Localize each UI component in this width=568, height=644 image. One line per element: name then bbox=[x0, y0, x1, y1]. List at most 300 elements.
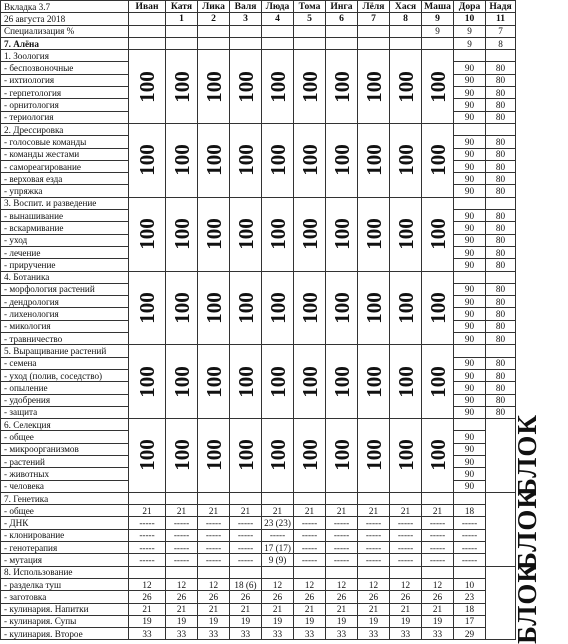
dora-value: 90 bbox=[454, 320, 486, 332]
empty-cell bbox=[262, 492, 294, 504]
number-header: 3 bbox=[230, 13, 262, 25]
section-item-label: - лечение bbox=[1, 246, 129, 258]
usage-value: 21 bbox=[198, 603, 230, 615]
usage-value: 19 bbox=[422, 615, 454, 627]
number-header: 6 bbox=[326, 13, 358, 25]
specialization-value bbox=[294, 25, 326, 37]
score-value: 100 bbox=[329, 365, 354, 398]
section-item-label: - голосовые команды bbox=[1, 136, 129, 148]
number-header: 9 bbox=[422, 13, 454, 25]
usage-value: 33 bbox=[390, 628, 422, 640]
score-value: 100 bbox=[201, 292, 226, 324]
usage-value: 21 bbox=[129, 603, 166, 615]
section-item-label: - морфология растений bbox=[1, 283, 129, 295]
number-header bbox=[129, 13, 166, 25]
genetics-value: ----- bbox=[230, 542, 262, 554]
dora-value: 90 bbox=[454, 394, 486, 406]
score-value: 100 bbox=[265, 439, 290, 472]
section-item-label: - териология bbox=[1, 111, 129, 123]
genetics-value: ----- bbox=[129, 542, 166, 554]
score-cell bbox=[326, 197, 358, 271]
score-value: 100 bbox=[393, 439, 418, 472]
name-header: Валя bbox=[230, 1, 262, 13]
score-cell bbox=[390, 271, 422, 345]
usage-value: 23 bbox=[454, 591, 486, 603]
specialization-value bbox=[262, 25, 294, 37]
specialization-label: Специализация % bbox=[1, 25, 129, 37]
usage-title-row bbox=[1, 566, 516, 578]
name-header: Дора bbox=[454, 1, 486, 13]
genetics-value: ----- bbox=[326, 554, 358, 566]
score-value: 100 bbox=[169, 144, 194, 177]
score-cell bbox=[294, 271, 326, 345]
specialization-value bbox=[230, 25, 262, 37]
dora-value: 90 bbox=[454, 111, 486, 123]
genetics-value: 17 (17) bbox=[262, 542, 294, 554]
usage-value: 26 bbox=[390, 591, 422, 603]
alena-value bbox=[129, 37, 166, 49]
score-value: 100 bbox=[361, 144, 386, 177]
nadya-value: 80 bbox=[486, 333, 516, 345]
score-value: 100 bbox=[393, 218, 418, 250]
block-label: БЛОК bbox=[511, 414, 542, 497]
score-cell bbox=[326, 271, 358, 345]
empty-cell bbox=[230, 492, 262, 504]
section-item-label: - упряжка bbox=[1, 185, 129, 197]
usage-value: 21 bbox=[358, 603, 390, 615]
usage-value: 19 bbox=[390, 615, 422, 627]
genetics-value: 23 (23) bbox=[262, 517, 294, 529]
genetics-value: ----- bbox=[166, 542, 198, 554]
nadya-empty bbox=[486, 123, 516, 135]
usage-value: 21 bbox=[262, 603, 294, 615]
usage-value: 18 bbox=[454, 603, 486, 615]
dora-value: 90 bbox=[454, 87, 486, 99]
dora-value: 90 bbox=[454, 431, 486, 443]
usage-value: 19 bbox=[358, 615, 390, 627]
section-title: 4. Ботаника bbox=[1, 271, 129, 283]
genetics-row-label: - клонирование bbox=[1, 529, 129, 541]
usage-value: 12 bbox=[262, 578, 294, 590]
score-value: 100 bbox=[169, 292, 194, 324]
number-header: 8 bbox=[390, 13, 422, 25]
genetics-value: 21 bbox=[166, 505, 198, 517]
score-cell bbox=[230, 50, 262, 124]
score-value: 100 bbox=[233, 439, 258, 472]
genetics-title-row bbox=[1, 492, 516, 504]
score-cell bbox=[166, 197, 198, 271]
specialization-value bbox=[326, 25, 358, 37]
genetics-value: ----- bbox=[129, 517, 166, 529]
score-value: 100 bbox=[233, 292, 258, 324]
genetics-value: ----- bbox=[326, 517, 358, 529]
score-cell bbox=[262, 123, 294, 197]
nadya-value: 80 bbox=[486, 173, 516, 185]
dora-value: 90 bbox=[454, 173, 486, 185]
usage-value: 12 bbox=[358, 578, 390, 590]
block-label-cell bbox=[486, 562, 542, 644]
score-cell bbox=[262, 50, 294, 124]
usage-value: 19 bbox=[326, 615, 358, 627]
score-cell bbox=[198, 123, 230, 197]
genetics-value: ----- bbox=[422, 517, 454, 529]
section-title-row bbox=[1, 197, 516, 209]
dora-value: 90 bbox=[454, 160, 486, 172]
genetics-value: ----- bbox=[166, 517, 198, 529]
usage-title: 8. Использование bbox=[1, 566, 129, 578]
usage-value: 33 bbox=[198, 628, 230, 640]
score-value: 100 bbox=[297, 439, 322, 472]
section-item-label: - человека bbox=[1, 480, 129, 492]
score-cell bbox=[129, 345, 166, 419]
score-value: 100 bbox=[135, 70, 159, 103]
score-value: 100 bbox=[265, 144, 290, 177]
dora-value: 90 bbox=[454, 74, 486, 86]
score-value: 100 bbox=[169, 365, 194, 398]
specialization-value bbox=[166, 25, 198, 37]
score-value: 100 bbox=[425, 292, 450, 324]
genetics-row-label: - общее bbox=[1, 505, 129, 517]
genetics-value: ----- bbox=[326, 542, 358, 554]
empty-cell bbox=[422, 492, 454, 504]
score-cell bbox=[129, 271, 166, 345]
genetics-row bbox=[1, 517, 516, 529]
score-cell bbox=[294, 197, 326, 271]
score-cell bbox=[326, 419, 358, 493]
usage-value: 21 bbox=[390, 603, 422, 615]
section-item-label: - уход bbox=[1, 234, 129, 246]
block-label: БЛОК bbox=[511, 562, 542, 644]
number-header: 5 bbox=[294, 13, 326, 25]
score-value: 100 bbox=[233, 365, 258, 398]
empty-cell bbox=[166, 566, 198, 578]
score-cell bbox=[129, 197, 166, 271]
genetics-value: 21 bbox=[326, 505, 358, 517]
nadya-value: 80 bbox=[486, 283, 516, 295]
score-cell bbox=[422, 197, 454, 271]
nadya-value: 80 bbox=[486, 222, 516, 234]
usage-value: 19 bbox=[294, 615, 326, 627]
score-value: 100 bbox=[201, 218, 226, 250]
usage-value: 21 bbox=[326, 603, 358, 615]
nadya-empty bbox=[486, 345, 516, 357]
usage-value: 33 bbox=[294, 628, 326, 640]
dora-value: 90 bbox=[454, 443, 486, 455]
nadya-value: 80 bbox=[486, 320, 516, 332]
alena-value bbox=[166, 37, 198, 49]
usage-row bbox=[1, 578, 516, 590]
usage-value: 33 bbox=[262, 628, 294, 640]
section-item-label: - самореагирование bbox=[1, 160, 129, 172]
score-cell bbox=[262, 345, 294, 419]
dora-value: 90 bbox=[454, 148, 486, 160]
genetics-value: ----- bbox=[198, 517, 230, 529]
usage-value: 21 bbox=[294, 603, 326, 615]
section-title: 5. Выращивание растений bbox=[1, 345, 129, 357]
score-value: 100 bbox=[361, 70, 386, 103]
score-cell bbox=[129, 123, 166, 197]
alena-value bbox=[294, 37, 326, 49]
nadya-value: 80 bbox=[486, 62, 516, 74]
usage-row-label: - заготовка bbox=[1, 591, 129, 603]
section-item-label: - общее bbox=[1, 431, 129, 443]
empty-cell bbox=[454, 492, 486, 504]
score-cell bbox=[230, 197, 262, 271]
section-title-row bbox=[1, 271, 516, 283]
specialization-value: 9 bbox=[422, 25, 454, 37]
score-cell bbox=[358, 345, 390, 419]
score-value: 100 bbox=[201, 70, 226, 103]
section-item-label: - орнитология bbox=[1, 99, 129, 111]
nadya-value: 80 bbox=[486, 308, 516, 320]
number-header: 11 bbox=[486, 13, 516, 25]
dora-value: 90 bbox=[454, 333, 486, 345]
score-cell bbox=[166, 345, 198, 419]
section-title-row bbox=[1, 419, 516, 431]
section-item-label: - микроорганизмов bbox=[1, 443, 129, 455]
nadya-value: 80 bbox=[486, 160, 516, 172]
genetics-value: ----- bbox=[358, 542, 390, 554]
number-header: 4 bbox=[262, 13, 294, 25]
dora-value: 90 bbox=[454, 296, 486, 308]
nadya-value: 80 bbox=[486, 406, 516, 418]
genetics-row-label: - ДНК bbox=[1, 517, 129, 529]
score-value: 100 bbox=[393, 144, 418, 177]
score-value: 100 bbox=[393, 292, 418, 324]
section-item-label: - травничество bbox=[1, 333, 129, 345]
score-value: 100 bbox=[265, 218, 290, 250]
nadya-empty bbox=[486, 197, 516, 209]
score-cell bbox=[129, 50, 166, 124]
score-value: 100 bbox=[169, 218, 194, 250]
usage-value: 21 bbox=[230, 603, 262, 615]
dora-empty bbox=[454, 197, 486, 209]
genetics-value: ----- bbox=[198, 554, 230, 566]
nadya-value: 80 bbox=[486, 87, 516, 99]
score-value: 100 bbox=[425, 365, 450, 398]
empty-cell bbox=[230, 566, 262, 578]
score-cell bbox=[294, 419, 326, 493]
score-value: 100 bbox=[169, 70, 194, 103]
genetics-value: ----- bbox=[358, 554, 390, 566]
usage-value: 29 bbox=[454, 628, 486, 640]
genetics-value: ----- bbox=[262, 529, 294, 541]
score-value: 100 bbox=[393, 365, 418, 398]
usage-value: 12 bbox=[294, 578, 326, 590]
score-value: 100 bbox=[201, 439, 226, 472]
usage-row bbox=[1, 603, 516, 615]
section-title: 1. Зоология bbox=[1, 50, 129, 62]
dora-value: 90 bbox=[454, 283, 486, 295]
usage-value: 10 bbox=[454, 578, 486, 590]
specialization-value: 7 bbox=[486, 25, 516, 37]
genetics-value: ----- bbox=[422, 529, 454, 541]
empty-cell bbox=[166, 492, 198, 504]
specialization-value: 9 bbox=[454, 25, 486, 37]
dora-empty bbox=[454, 419, 486, 431]
section-item-label: - уход (полив, соседство) bbox=[1, 369, 129, 381]
dora-value: 90 bbox=[454, 468, 486, 480]
empty-cell bbox=[198, 492, 230, 504]
score-cell bbox=[230, 123, 262, 197]
score-cell bbox=[422, 419, 454, 493]
score-value: 100 bbox=[135, 144, 159, 177]
nadya-value: 80 bbox=[486, 382, 516, 394]
nadya-empty bbox=[486, 50, 516, 62]
score-cell bbox=[166, 123, 198, 197]
name-header: Тома bbox=[294, 1, 326, 13]
usage-value: 26 bbox=[230, 591, 262, 603]
alena-label: 7. Алёна bbox=[1, 37, 129, 49]
usage-value: 12 bbox=[129, 578, 166, 590]
number-header: 2 bbox=[198, 13, 230, 25]
score-value: 100 bbox=[265, 292, 290, 324]
dora-value: 90 bbox=[454, 185, 486, 197]
genetics-value: ----- bbox=[129, 529, 166, 541]
number-header: 1 bbox=[166, 13, 198, 25]
name-header: Маша bbox=[422, 1, 454, 13]
dora-value: 90 bbox=[454, 222, 486, 234]
name-header: Люда bbox=[262, 1, 294, 13]
section-item-label: - вынашивание bbox=[1, 210, 129, 222]
usage-value: 19 bbox=[129, 615, 166, 627]
section-item-label: - микология bbox=[1, 320, 129, 332]
empty-cell bbox=[454, 566, 486, 578]
alena-value bbox=[262, 37, 294, 49]
name-header: Хася bbox=[390, 1, 422, 13]
usage-value: 21 bbox=[422, 603, 454, 615]
section-item-label: - защита bbox=[1, 406, 129, 418]
header-names-row bbox=[1, 1, 516, 13]
genetics-value: ----- bbox=[230, 529, 262, 541]
usage-value: 33 bbox=[358, 628, 390, 640]
section-item-label: - беспозвоночные bbox=[1, 62, 129, 74]
block-label-cell bbox=[486, 414, 542, 497]
section-title-row bbox=[1, 123, 516, 135]
empty-cell bbox=[294, 566, 326, 578]
dora-empty bbox=[454, 271, 486, 283]
genetics-value: 21 bbox=[390, 505, 422, 517]
score-value: 100 bbox=[329, 218, 354, 250]
usage-row-label: - кулинария. Напитки bbox=[1, 603, 129, 615]
genetics-value: ----- bbox=[422, 554, 454, 566]
section-item-label: - семена bbox=[1, 357, 129, 369]
score-value: 100 bbox=[265, 365, 290, 398]
section-item-label: - герпетология bbox=[1, 87, 129, 99]
score-cell bbox=[358, 271, 390, 345]
score-value: 100 bbox=[329, 439, 354, 472]
alena-value bbox=[198, 37, 230, 49]
nadya-empty bbox=[486, 271, 516, 283]
usage-value: 26 bbox=[326, 591, 358, 603]
section-item-label: - удобрения bbox=[1, 394, 129, 406]
score-cell bbox=[390, 419, 422, 493]
genetics-value: ----- bbox=[198, 529, 230, 541]
usage-row bbox=[1, 591, 516, 603]
score-cell bbox=[230, 271, 262, 345]
section-title-row bbox=[1, 345, 516, 357]
genetics-value: ----- bbox=[230, 517, 262, 529]
dora-value: 90 bbox=[454, 455, 486, 467]
dora-value: 90 bbox=[454, 99, 486, 111]
usage-value: 18 (6) bbox=[230, 578, 262, 590]
nadya-value: 80 bbox=[486, 111, 516, 123]
usage-value: 12 bbox=[326, 578, 358, 590]
dora-value: 90 bbox=[454, 234, 486, 246]
score-value: 100 bbox=[201, 144, 226, 177]
score-value: 100 bbox=[361, 365, 386, 398]
score-value: 100 bbox=[135, 365, 159, 398]
usage-value: 33 bbox=[129, 628, 166, 640]
score-value: 100 bbox=[425, 218, 450, 250]
score-value: 100 bbox=[135, 218, 159, 250]
genetics-value: ----- bbox=[198, 542, 230, 554]
name-header: Иван bbox=[129, 1, 166, 13]
score-cell bbox=[262, 197, 294, 271]
specialization-value bbox=[358, 25, 390, 37]
genetics-value: 18 bbox=[454, 505, 486, 517]
alena-value: 9 bbox=[454, 37, 486, 49]
dora-value: 90 bbox=[454, 259, 486, 271]
genetics-value: ----- bbox=[390, 529, 422, 541]
nadya-value: 80 bbox=[486, 99, 516, 111]
score-cell bbox=[326, 123, 358, 197]
dora-value: 90 bbox=[454, 480, 486, 492]
score-cell bbox=[358, 419, 390, 493]
score-value: 100 bbox=[329, 144, 354, 177]
genetics-value: ----- bbox=[390, 554, 422, 566]
score-cell bbox=[422, 271, 454, 345]
usage-value: 17 bbox=[454, 615, 486, 627]
score-cell bbox=[390, 345, 422, 419]
score-value: 100 bbox=[297, 218, 322, 250]
usage-value: 26 bbox=[198, 591, 230, 603]
dora-empty bbox=[454, 50, 486, 62]
score-value: 100 bbox=[361, 439, 386, 472]
alena-value bbox=[230, 37, 262, 49]
dora-value: 90 bbox=[454, 369, 486, 381]
score-cell bbox=[230, 345, 262, 419]
score-value: 100 bbox=[169, 439, 194, 472]
nadya-value: 80 bbox=[486, 357, 516, 369]
score-cell bbox=[198, 345, 230, 419]
dora-value: 90 bbox=[454, 406, 486, 418]
genetics-row bbox=[1, 505, 516, 517]
score-cell bbox=[129, 419, 166, 493]
nadya-value: 80 bbox=[486, 394, 516, 406]
section-title: 2. Дрессировка bbox=[1, 123, 129, 135]
block-label: БЛОК bbox=[511, 488, 542, 571]
usage-value: 19 bbox=[262, 615, 294, 627]
usage-value: 33 bbox=[422, 628, 454, 640]
score-value: 100 bbox=[135, 439, 159, 472]
specialization-row bbox=[1, 25, 516, 37]
nadya-value: 80 bbox=[486, 74, 516, 86]
score-value: 100 bbox=[425, 144, 450, 177]
score-value: 100 bbox=[425, 439, 450, 472]
section-item-label: - лихенология bbox=[1, 308, 129, 320]
empty-cell bbox=[129, 492, 166, 504]
usage-value: 19 bbox=[198, 615, 230, 627]
section-item-label: - дендрология bbox=[1, 296, 129, 308]
score-value: 100 bbox=[425, 70, 450, 103]
dora-empty bbox=[454, 123, 486, 135]
alena-value bbox=[390, 37, 422, 49]
nadya-value: 80 bbox=[486, 210, 516, 222]
score-value: 100 bbox=[233, 70, 258, 103]
alena-value bbox=[358, 37, 390, 49]
empty-cell bbox=[358, 566, 390, 578]
